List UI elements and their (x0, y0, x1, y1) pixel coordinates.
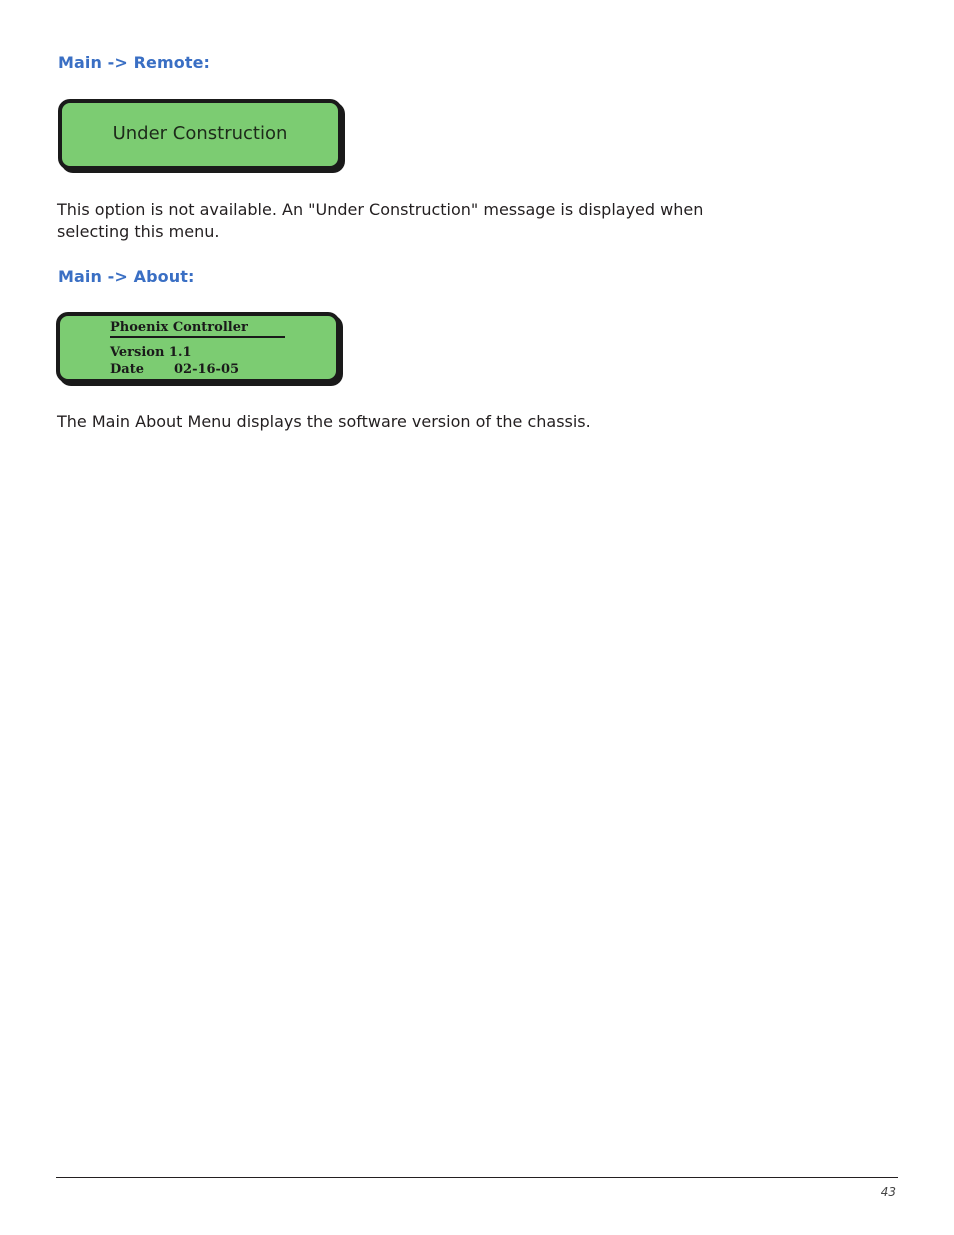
footer-divider (56, 1177, 898, 1178)
about-heading: Main -> About: (58, 267, 195, 286)
about-lcd-display (56, 312, 340, 383)
remote-description: This option is not available. An "Under Construction" message is displayed when selecting this menu. (57, 200, 704, 241)
page-number: 43 (880, 1185, 896, 1199)
remote-heading: Main -> Remote: (58, 53, 211, 72)
about-lcd-title: Phoenix Controller (110, 320, 285, 338)
about-description: The Main About Menu displays the software version of the chassis. (57, 412, 591, 431)
about-lcd-date-label: Date (110, 362, 144, 377)
about-lcd-date-row (110, 362, 239, 377)
remote-lcd-text: Under Construction (112, 123, 288, 144)
about-lcd-date-value: 02-16-05 (173, 362, 240, 377)
about-lcd-version: Version 1.1 (110, 345, 192, 360)
remote-lcd-display (58, 99, 342, 170)
